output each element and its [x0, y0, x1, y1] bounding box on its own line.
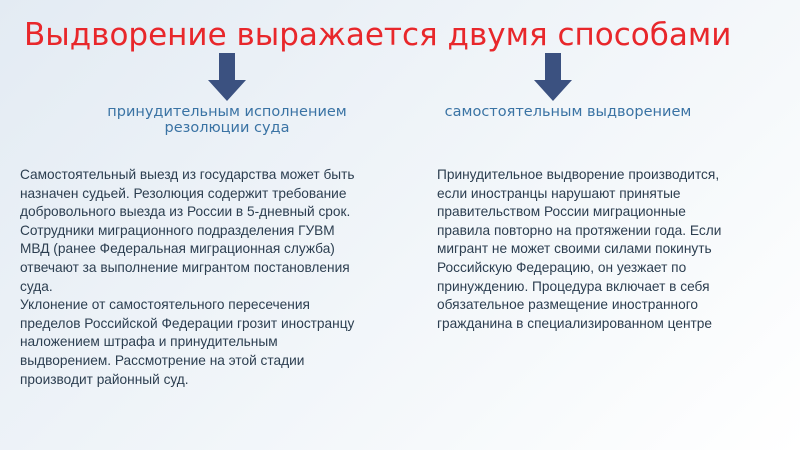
right-column-heading: самостоятельным выдворением: [444, 104, 692, 120]
arrow-down-icon: [208, 53, 246, 101]
arrow-down-icon: [534, 53, 572, 101]
slide-title: Выдворение выражается двумя способами: [24, 17, 732, 53]
left-column-text: Самостоятельный выезд из государства может быть назначен судьей. Резолюция содержит требование добровольного выезда из России в 5-дневный срок. Сотрудники миграционного подразделения ГУВМ МВД (ранее Федеральная миграционная служба) отвечают за выполнение мигрантом постановления суда. Уклонение от самостоятельного пересечения пределов Российской Федерации грозит иностранцу наложением штрафа и принудительным выдворением. Рассмотрение на этой стадии производит районный суд.: [20, 167, 355, 387]
left-column-heading: принудительным исполнением резолюции суда: [107, 104, 347, 136]
right-column-text: Принудительное выдворение производится, если иностранцы нарушают принятые правительством России миграционные правила повторно на протяжении года. Если мигрант не может своими силами покинуть Российскую Федерацию, он уезжает по принуждению. Процедура включает в себя обязательное размещение иностранного гражданина в специализированном центре: [437, 167, 722, 331]
